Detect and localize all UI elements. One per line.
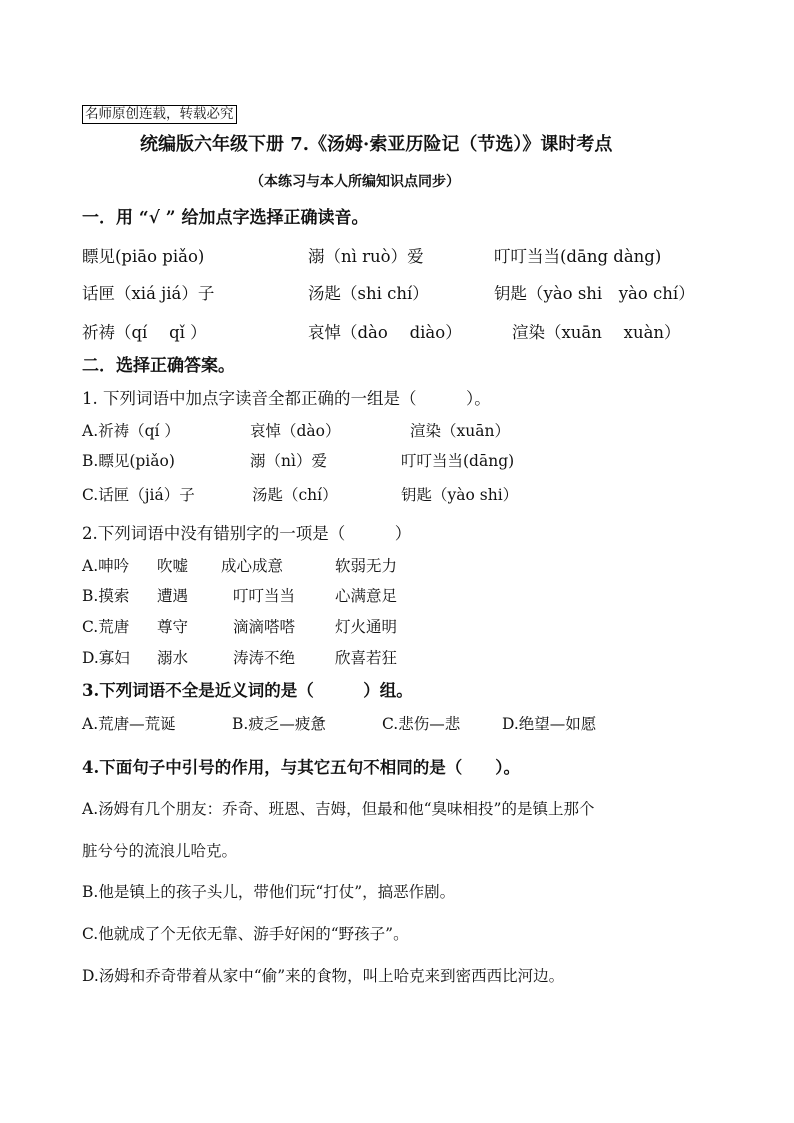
question-4-line: D.汤姆和乔奇带着从家中“偷”来的食物，叫上哈克来到密西西比河边。 [82, 967, 565, 985]
answer-option-word: 心满意足 [335, 587, 398, 605]
answer-option-word: 溺水 [157, 649, 189, 667]
question-4-line: 脏兮兮的流浪儿哈克。 [82, 842, 238, 860]
question-4-line: B.他是镇上的孩子头儿，带他们玩“打仗”，搞恶作剧。 [82, 883, 456, 901]
answer-option: D.寡妇 [82, 649, 130, 667]
answer-option: B.瞟见(piǎo) [82, 452, 175, 470]
answer-option: C.悲伤—悲 [382, 715, 461, 733]
answer-option: D.绝望—如愿 [502, 715, 597, 733]
section-1-heading: 一．用 “√ ” 给加点字选择正确读音。 [82, 208, 369, 228]
question-4-line: C.他就成了个无依无靠、游手好闲的“野孩子”。 [82, 925, 409, 943]
page-subtitle: （本练习与本人所编知识点同步） [250, 174, 460, 190]
answer-option-word: 渲染（xuān） [410, 422, 510, 440]
answer-option-word: 灯火通明 [335, 618, 398, 636]
answer-option-word: 遭遇 [157, 587, 189, 605]
question-3-stem: 3.下列词语不全是近义词的是（ ）组。 [82, 681, 413, 700]
question-4-stem: 4.下面句子中引号的作用，与其它五句不相同的是（ ）。 [82, 758, 520, 777]
answer-option-word: 钥匙（yào shi） [401, 486, 519, 504]
page-title: 统编版六年级下册 7.《汤姆·索亚历险记（节选）》课时考点 [140, 134, 613, 155]
answer-option-word: 软弱无力 [335, 557, 398, 575]
section-2-heading: 二．选择正确答案。 [82, 356, 235, 376]
answer-option-word: 叮叮当当 [233, 587, 296, 605]
answer-option-word: 叮叮当当(dāng) [401, 452, 515, 470]
answer-option: B.疲乏—疲惫 [232, 715, 326, 733]
pinyin-item: 溺（nì ruò）爱 [308, 247, 424, 266]
answer-option-word: 汤匙（chí） [252, 486, 338, 504]
question-4-line: A.汤姆有几个朋友：乔奇、班恩、吉姆，但最和他“臭味相投”的是镇上那个 [82, 800, 595, 818]
pinyin-item: 钥匙（yào shi yào chí） [494, 284, 695, 303]
pinyin-item: 哀悼（dào diào） [308, 323, 462, 342]
answer-option-word: 滴滴嗒嗒 [233, 618, 296, 636]
question-1-stem: 1. 下列词语中加点字读音全都正确的一组是（ ）。 [82, 389, 491, 408]
answer-option: A.荒唐—荒诞 [82, 715, 176, 733]
answer-option: C.话匣（jiá）子 [82, 486, 195, 504]
answer-option-word: 尊守 [157, 618, 189, 636]
answer-option: C.荒唐 [82, 618, 130, 636]
answer-option: A.呻吟 [82, 557, 130, 575]
pinyin-item: 瞟见(piāo piǎo) [82, 247, 205, 266]
answer-option-word: 哀悼（dào） [250, 422, 341, 440]
pinyin-item: 话匣（xiá jiá）子 [82, 284, 215, 303]
pinyin-item: 祈祷（qí qǐ ） [82, 323, 207, 342]
question-2-stem: 2.下列词语中没有错别字的一项是（ ） [82, 524, 412, 543]
pinyin-item: 汤匙（shi chí） [308, 284, 429, 303]
answer-option: B.摸索 [82, 587, 130, 605]
copyright-stamp: 名师原创连载，转载必究 [82, 105, 237, 124]
pinyin-item: 渲染（xuān xuàn） [512, 323, 681, 342]
answer-option-word: 涛涛不绝 [233, 649, 296, 667]
answer-option-word: 溺（nì）爱 [250, 452, 327, 470]
answer-option-word: 吹嘘 [157, 557, 189, 575]
answer-option-word: 欣喜若狂 [335, 649, 398, 667]
pinyin-item: 叮叮当当(dāng dàng) [494, 247, 662, 266]
answer-option-word: 成心成意 [221, 557, 284, 575]
answer-option: A.祈祷（qí ） [82, 422, 180, 440]
